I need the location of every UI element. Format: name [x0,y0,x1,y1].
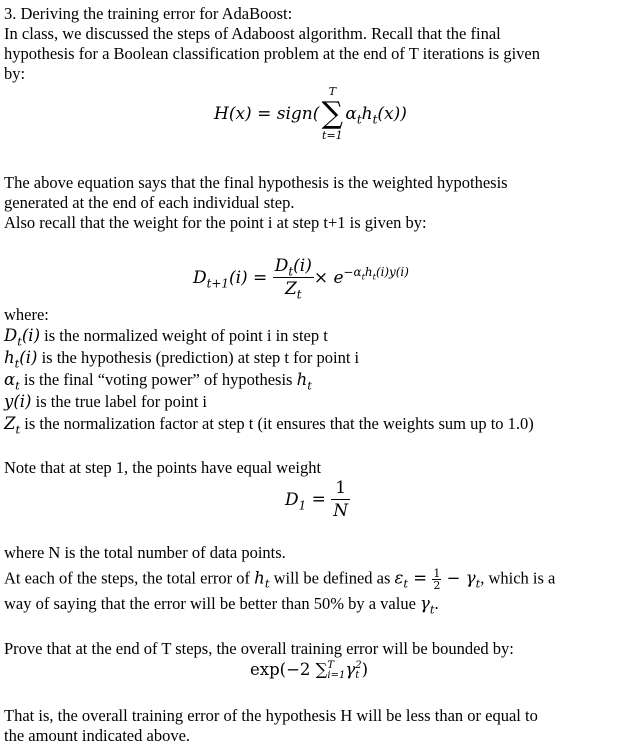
after-eq1-line-3: Also recall that the weight for the point i at step t+1 is given by: [4,213,427,232]
eq2-lhs-arg: (i) = [228,267,268,288]
where-item-h-sub: t [14,356,20,371]
after-eq1-line-1: The above equation says that the final hypothesis is the weighted hypothesis [4,173,508,192]
after-eq3-line-3-end: . [434,594,439,613]
eq4-text: exp(−2 ∑ [250,660,328,679]
where-item-D-sub: t [17,334,22,349]
eq3-den: N [333,501,349,521]
final-hypothesis-equation [214,86,407,142]
intro-line-1: In class, we discussed the steps of Adaboost algorithm. Recall that the final [4,24,501,43]
after-eq3-h-sub: t [264,576,270,591]
where-item-alpha-h: h [296,370,308,389]
eq2-exp-sub2: t [372,271,376,282]
eq2-lhs-D: D [193,267,207,288]
eq2-num-arg: (i) [293,256,312,276]
note-line: Note that at step 1, the points have equal weight [4,458,322,477]
weight-update-equation [193,256,409,302]
intro-line-3: by: [4,64,26,83]
where-item-y [4,392,207,412]
after-eq3-eps-sub: t [403,576,409,591]
after-eq3-line-3-sub: t [429,602,435,617]
eq4-gamma: γ [345,660,356,679]
closing-line-2: the amount indicated above. [4,726,191,745]
after-eq1-line-2: generated at the end of each individual step. [4,193,295,212]
after-eq3-eq: = [408,568,433,588]
half-den: 2 [433,579,441,592]
after-eq3-line-2-b: will be defined as [269,568,395,588]
where-item-D-arg: (i) [21,326,41,345]
where-item-D [4,326,328,349]
after-eq3-gamma-sub: t [475,576,481,591]
eq2-exp-sub1: t [361,271,365,282]
after-eq3-h: h [254,568,265,588]
sum-upper-limit: T [328,85,337,98]
where-item-alpha-h-sub: t [307,378,312,393]
where-item-Z-sub: t [15,422,21,437]
after-eq3-line-3-gamma: γ [420,594,430,613]
half-num: 1 [433,567,441,580]
eq4-sum-sup: T [327,660,335,671]
eq1-lhs: H(x) = sign( [214,104,320,124]
where-item-h-text: is the hypothesis (prediction) at step t for point i [37,348,360,367]
where-label: where: [4,305,49,324]
after-eq3-line-2-a: At each of the steps, the total error of [4,568,255,588]
eq1-h: h [361,104,373,124]
eq1-alpha-sub: t [356,112,362,127]
section-heading: 3. Deriving the training error for AdaBoost: [4,4,293,23]
eq3-D: D [285,489,299,510]
eq2-num-D: D [274,256,289,276]
where-item-h-sym: h [4,348,15,367]
where-item-alpha-text: is the final “voting power” of hypothesis [19,370,297,389]
eq2-num-sub: t [288,264,294,279]
prove-line: Prove that at the end of T steps, the overall training error will be bounded by: [4,639,514,658]
eq2-den-sub: t [296,287,302,302]
sum-lower-limit: t=1 [322,129,343,142]
where-item-alpha-sym: α [4,370,16,389]
where-item-alpha-sub: t [15,378,20,393]
where-item-Z-sym: Z [4,414,16,433]
after-eq3-minus: − [441,568,466,588]
intro-line-2: hypothesis for a Boolean classification problem at the end of T iterations is given [4,44,540,63]
eq2-exp-tail: (i)y(i) [375,264,409,279]
eq2-exp: −α [343,264,362,279]
where-item-h [4,348,360,371]
eq4-sum-sub: i=1 [327,670,346,681]
eq3-sub: 1 [298,497,307,512]
where-item-D-sym: D [4,326,18,345]
eq2-exp-h: h [364,264,373,279]
where-item-y-sym: y [4,392,14,411]
eq2-lhs-sub: t+1 [206,275,229,290]
where-item-y-arg: (i) [13,392,32,411]
where-item-Z-text: is the normalization factor at step t (it ensures that the weights sum up to 1.0) [20,414,534,433]
where-item-y-text: is the true label for point i [31,392,207,411]
eq1-tail: (x)) [377,104,407,124]
eq4-close: ) [361,660,369,679]
eq4-gamma-sup: 2 [355,660,362,671]
eq3-equals: = [311,489,326,510]
initial-weight-equation [285,478,350,521]
after-eq3-line-2 [4,568,555,591]
after-eq3-gamma: γ [465,568,476,588]
where-item-Z [4,414,534,437]
summation-symbol: T ∑ t=1 [319,86,345,142]
where-item-alpha [4,370,312,393]
where-item-D-text: is the normalized weight of point i in step t [40,326,328,345]
after-eq3-eps: ε [394,568,404,588]
eq2-fraction [273,256,314,302]
after-eq3-line-1: where N is the total number of data points. [4,543,286,562]
after-eq3-line-3 [4,594,439,617]
eq4-gamma-sub: t [355,670,360,681]
eq2-den-Z: Z [284,279,297,299]
eq3-fraction [331,478,350,521]
eq1-h-sub: t [372,112,378,127]
error-bound-equation [250,660,368,681]
after-eq3-line-3-a: way of saying that the error will be better than 50% by a value [4,594,421,613]
after-eq3-line-2-c: , which is a [480,568,556,588]
eq3-num: 1 [331,478,350,500]
eq2-times-e: × e [313,267,344,288]
eq1-alpha: α [345,104,357,124]
closing-line-1: That is, the overall training error of the hypothesis H will be less than or equal to [4,706,538,725]
where-item-h-arg: (i) [19,348,38,367]
